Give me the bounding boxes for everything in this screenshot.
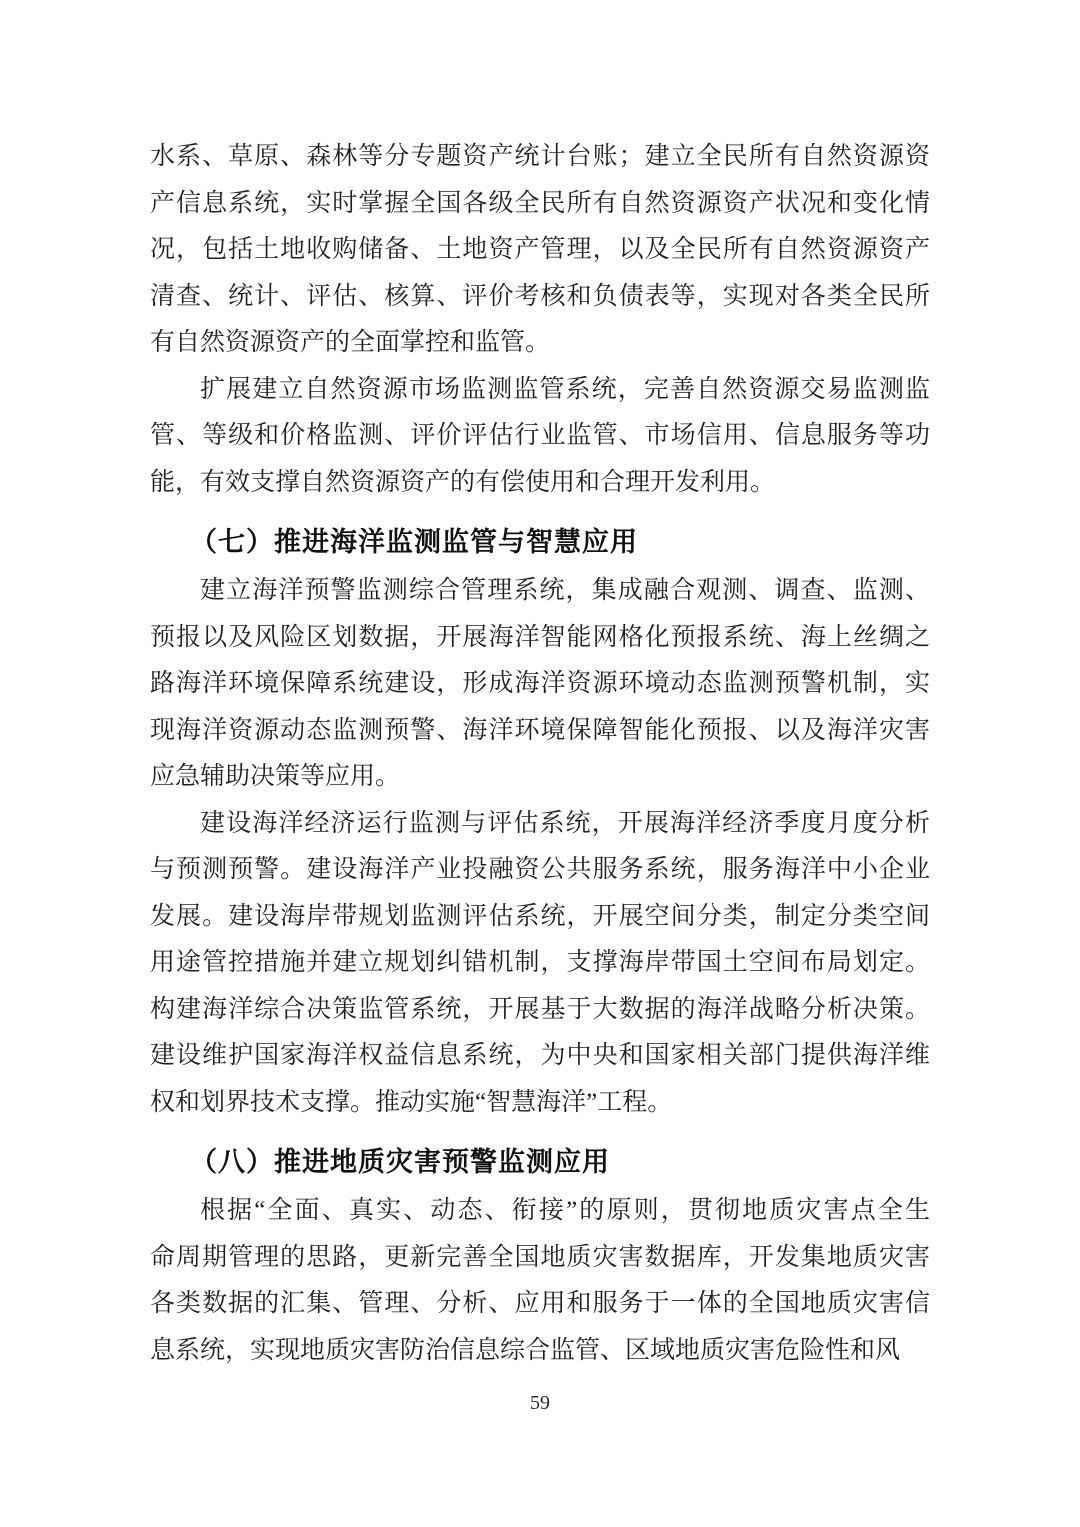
- body-paragraph: [150, 568, 930, 801]
- section-heading: （八）推进地质灾害预警监测应用: [190, 1147, 610, 1177]
- body-paragraph: [150, 801, 930, 1127]
- text-line: 息系统，实现地质灾害防治信息综合监管、区域地质灾害危险性和风: [150, 1336, 901, 1364]
- text-line: 构建海洋综合决策监管系统，开展基于大数据的海洋战略分析决策。: [150, 995, 930, 1023]
- page-number: 59: [530, 1392, 550, 1414]
- text-line: 建立海洋预警监测综合管理系统，集成融合观测、调查、监测、: [200, 577, 930, 604]
- text-line: 况，包括土地收购储备、土地资产管理，以及全民所有自然资源资产: [150, 236, 930, 263]
- text-line: 路海洋环境保障系统建设，形成海洋资源环境动态监测预警机制，实: [150, 670, 930, 697]
- text-line: 发展。建设海岸带规划监测评估系统，开展空间分类，制定分类空间: [150, 902, 930, 930]
- text-line: 能，有效支撑自然资源资产的有偿使用和合理开发利用。: [150, 468, 776, 496]
- text-line: 建设维护国家海洋权益信息系统，为中央和国家相关部门提供海洋维: [150, 1042, 930, 1069]
- body-paragraph: [150, 134, 930, 367]
- body-paragraph: [150, 367, 930, 507]
- text-line: 用途管控措施并建立规划纠错机制，支撑海岸带国土空间布局划定。: [150, 949, 930, 976]
- text-line: 根据“全面、真实、动态、衔接”的原则，贯彻地质灾害点全生: [200, 1197, 930, 1224]
- text-line: 权和划界技术支撑。推动实施“智慧海洋”工程。: [150, 1088, 673, 1116]
- text-line: 建设海洋经济运行监测与评估系统，开展海洋经济季度月度分析: [200, 809, 930, 837]
- text-line: 预报以及风险区划数据，开展海洋智能网格化预报系统、海上丝绸之: [150, 623, 930, 651]
- text-line: 扩展建立自然资源市场监测监管系统，完善自然资源交易监测监: [200, 375, 930, 403]
- text-line: 管、等级和价格监测、评价评估行业监管、市场信用、信息服务等功: [150, 422, 930, 449]
- text-line: 与预测预警。建设海洋产业投融资公共服务系统，服务海洋中小企业: [150, 856, 930, 883]
- text-line: 有自然资源资产的全面掌控和监管。: [150, 329, 551, 356]
- document-body: [150, 134, 930, 1374]
- text-line: 水系、草原、森林等分专题资产统计台账；建立全民所有自然资源资: [150, 143, 930, 170]
- text-line: 命周期管理的思路，更新完善全国地质灾害数据库，开发集地质灾害: [150, 1243, 930, 1271]
- text-line: 产信息系统，实时掌握全国各级全民所有自然资源资产状况和变化情: [150, 189, 930, 217]
- text-line: 各类数据的汇集、管理、分析、应用和服务于一体的全国地质灾害信: [150, 1290, 930, 1317]
- text-line: 清查、统计、评估、核算、评价考核和负债表等，实现对各类全民所: [150, 282, 930, 310]
- section-heading: （七）推进海洋监测监管与智慧应用: [190, 527, 638, 557]
- text-line: 应急辅助决策等应用。: [150, 763, 401, 790]
- body-paragraph: [150, 1188, 930, 1374]
- text-line: 现海洋资源动态监测预警、海洋环境保障智能化预报、以及海洋灾害: [150, 716, 930, 744]
